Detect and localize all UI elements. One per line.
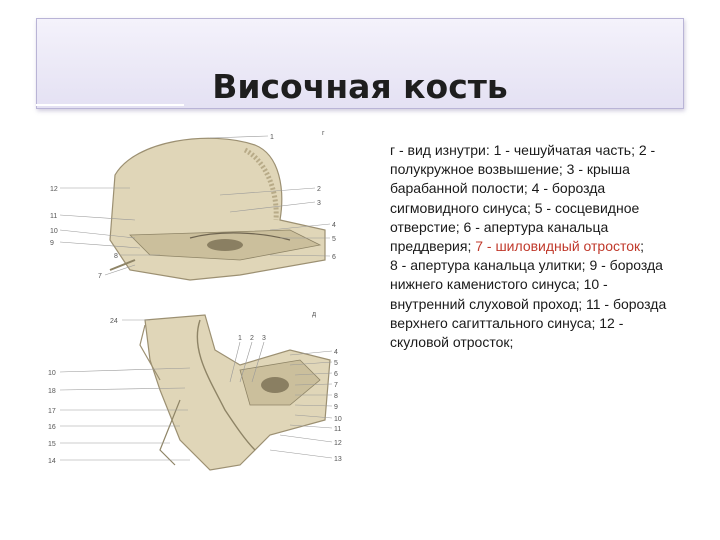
label-top-4: 4 bbox=[332, 222, 336, 229]
label-top-12: 12 bbox=[50, 186, 58, 193]
label-bottom-2: 2 bbox=[250, 335, 254, 342]
title-underline bbox=[36, 104, 184, 106]
bone-view-inner bbox=[50, 130, 336, 280]
label-top-8: 8 bbox=[114, 253, 118, 260]
label-top-9: 9 bbox=[50, 240, 54, 247]
label-bottom-3: 3 bbox=[262, 335, 266, 342]
label-bottom-1: 1 bbox=[238, 335, 242, 342]
label-bottom-16: 16 bbox=[48, 424, 56, 431]
label-bottom-14: 14 bbox=[48, 458, 56, 465]
title-banner bbox=[36, 18, 684, 109]
label-top-6: 6 bbox=[332, 254, 336, 261]
view-letter-top: г bbox=[322, 130, 325, 137]
label-top-2: 2 bbox=[317, 186, 321, 193]
label-bottom-10a: 10 bbox=[48, 370, 56, 377]
bone-view-lower bbox=[48, 311, 342, 470]
label-top-1: 1 bbox=[270, 134, 274, 141]
description-part-2: ; 8 - апертура канальца улитки; 9 - борозда нижнего каменистого синуса; 10 - внутренний слуховой проход; 11 - борозда верхнего сагиттального синуса; 12 - скуловой отросток; bbox=[390, 238, 667, 351]
description-part-1: г - вид изнутри: 1 - чешуйчатая часть; 2 - полукружное возвышение; 3 - крыша барабанной полости; 4 - борозда сигмовидного синуса; 5 - сосцевидное отверстие; 6 - апертура канальца преддверия; bbox=[390, 142, 656, 255]
view-letter-bottom: д bbox=[312, 311, 317, 318]
label-bottom-8: 8 bbox=[334, 393, 338, 400]
label-top-11: 11 bbox=[50, 213, 58, 220]
label-bottom-11: 11 bbox=[334, 426, 342, 433]
label-bottom-24: 24 bbox=[110, 318, 118, 325]
label-top-3: 3 bbox=[317, 200, 321, 207]
label-bottom-6: 6 bbox=[334, 371, 338, 378]
label-top-10: 10 bbox=[50, 228, 58, 235]
temporal-bone-illustration bbox=[40, 120, 360, 480]
slide-title: Височная кость bbox=[212, 67, 508, 106]
label-bottom-12: 12 bbox=[334, 440, 342, 447]
description-text bbox=[390, 141, 682, 352]
label-bottom-4: 4 bbox=[334, 349, 338, 356]
label-bottom-9: 9 bbox=[334, 404, 338, 411]
label-bottom-10b: 10 bbox=[334, 416, 342, 423]
label-bottom-17: 17 bbox=[48, 408, 56, 415]
description-highlight: 7 - шиловидный отросток bbox=[475, 238, 641, 255]
label-top-7: 7 bbox=[98, 273, 102, 280]
label-bottom-13: 13 bbox=[334, 456, 342, 463]
label-bottom-15: 15 bbox=[48, 441, 56, 448]
label-top-5: 5 bbox=[332, 236, 336, 243]
label-bottom-7: 7 bbox=[334, 382, 338, 389]
bone-drawing bbox=[40, 120, 360, 480]
label-bottom-5: 5 bbox=[334, 360, 338, 367]
label-bottom-18: 18 bbox=[48, 388, 56, 395]
